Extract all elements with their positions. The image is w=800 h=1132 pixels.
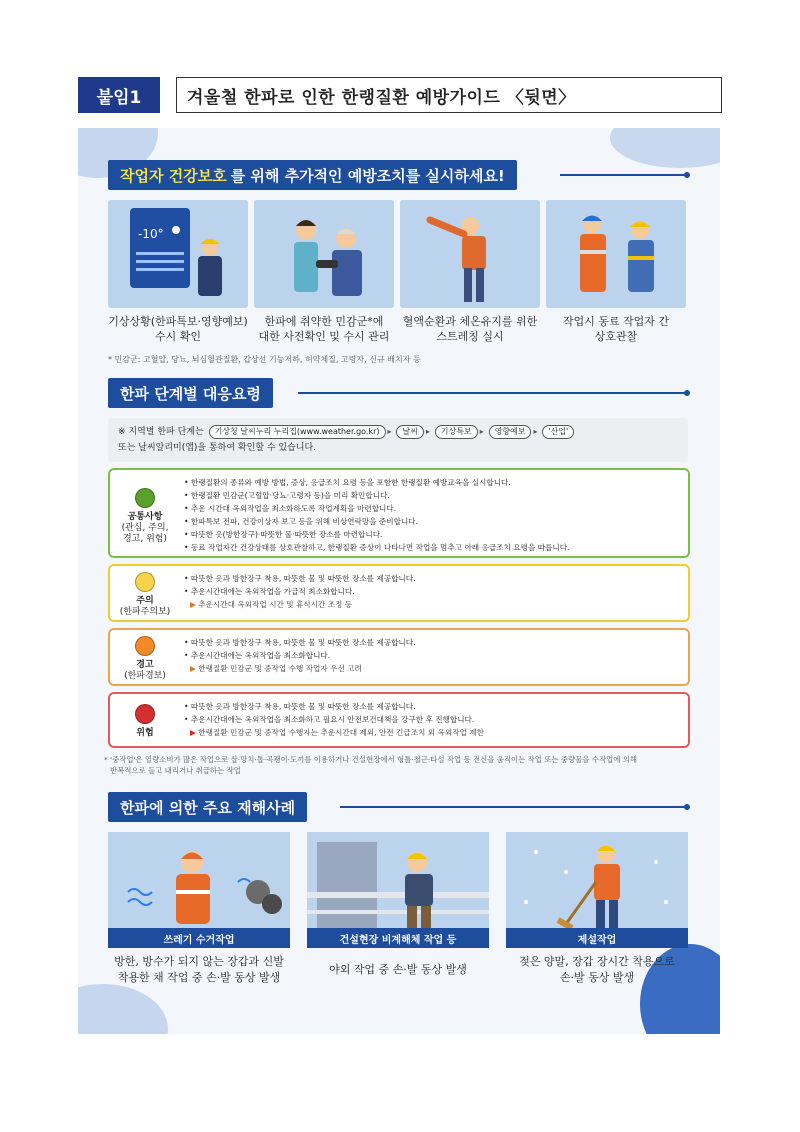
pill-industry: '산업' <box>542 425 574 439</box>
divider <box>560 174 686 176</box>
level-caution: 주의 (한파주의보) • 따뜻한 옷과 방한장구 착용, 따뜻한 물 및 따뜻한 장소를 제공합니다. • 추운시간대에는 옥외작업을 가급적 최소화합니다. ▶ 추운시간대 옥외작업 시간 및 휴식시간 조정 등 <box>108 564 690 622</box>
stretching-worker-icon <box>400 200 540 308</box>
case-caption: 야외 작업 중 손·발 동상 발생 <box>329 963 467 976</box>
case-caption: 방한, 방수가 되지 않는 장갑과 신발 착용한 채 작업 중 손·발 동상 발생 <box>114 955 284 984</box>
divider <box>298 392 686 394</box>
level-item: • 따뜻한 옷과 방한장구 착용, 따뜻한 물 및 따뜻한 장소를 제공합니다. <box>184 638 416 647</box>
level-item: • 따뜻한 옷과 방한장구 착용, 따뜻한 물 및 따뜻한 장소를 제공합니다. <box>184 702 416 711</box>
pill-special-report: 기상특보 <box>435 425 478 439</box>
pill-weather-site: 기상청 날씨누리 누리집(www.weather.go.kr) <box>209 425 386 439</box>
level-item: • 한랭질환의 종류와 예방 방법, 증상, 응급조치 요령 등을 포함한 한랭질환 예방교육을 실시합니다. <box>184 478 511 487</box>
level-item: • 한랭질환 민감군(고혈압·당뇨·고령자 등)을 미리 확인합니다. <box>184 491 390 500</box>
level-reference: ▶ 한랭질환 민감군 및 중작업 수행 작업자 우선 고려 <box>190 664 362 673</box>
blood-pressure-check-icon <box>254 200 394 308</box>
intro-box: ※ 지역별 한파 단계는 기상청 날씨누리 누리집(www.weather.go.kr) ▸ 날씨 ▸ 기상특보 ▸ 영향예보 ▸ '산업' 또는 날씨알리미(앱)을 통하여 확인할 수 있습니다. <box>108 418 688 462</box>
case-label: 쓰레기 수거작업 <box>108 928 290 948</box>
weather-worker-icon <box>108 200 248 308</box>
case-label: 건설현장 비계해체 작업 등 <box>307 928 489 948</box>
banner-highlight: 작업자 건강보호 <box>120 166 227 185</box>
level-item: • 추운 시간대 옥외작업을 최소화하도록 작업계획을 마련합니다. <box>184 504 397 513</box>
card-caption: 작업시 동료 작업자 간 상호관찰 <box>562 315 670 343</box>
pill-impact-forecast: 영향예보 <box>489 425 532 439</box>
level-item: • 동료 작업자간 건강상태를 상호관찰하고, 한랭질환 증상이 나타나면 작업을 멈추고 아래 응급조치 요령을 따릅니다. <box>184 543 570 552</box>
face-icon <box>135 572 155 592</box>
divider-dot <box>684 804 690 810</box>
page-title: 겨울철 한파로 인한 한랭질환 예방가이드 〈뒷면〉 <box>176 77 722 113</box>
poster <box>78 128 720 1034</box>
temp-display: -10° <box>138 227 164 241</box>
divider-dot <box>684 390 690 396</box>
level-item: • 추운시간대에는 옥외작업을 가급적 최소화합니다. <box>184 587 355 596</box>
footnote-heavy-work: * '중작업'은 열량소비가 많은 작업으로 삽·망치·톱·곡괭이·도끼를 이용하거나 건설현장에서 형틀·철근·타설 작업 등 전신을 움직이는 작업 또는 중량물을 수작업에 의해 반복적으로 들고 내리거나 취급하는 작업 <box>104 755 637 775</box>
level-item: • 따뜻한 옷(방한장구)·따뜻한 물·따뜻한 장소를 마련합니다. <box>184 530 383 539</box>
worker-pair-icon <box>546 200 686 308</box>
divider <box>340 806 686 808</box>
face-icon <box>135 636 155 656</box>
pill-weather: 날씨 <box>396 425 423 439</box>
face-icon <box>135 488 155 508</box>
level-item: • 따뜻한 옷과 방한장구 착용, 따뜻한 물 및 따뜻한 장소를 제공합니다. <box>184 574 416 583</box>
level-reference: ▶ 추운시간대 옥외작업 시간 및 휴식시간 조정 등 <box>190 600 353 609</box>
level-item: • 한파특보 전파, 건강이상자 보고 등을 위해 비상연락망을 준비합니다. <box>184 517 419 526</box>
case-caption: 젖은 양말, 장갑 장시간 착용으로 손·발 동상 발생 <box>519 955 675 984</box>
section-banner-response: 한파 단계별 대응요령 <box>108 378 273 408</box>
attachment-tag: 붙임1 <box>78 77 160 113</box>
decor-wave <box>78 984 168 1034</box>
banner-text: 를 위해 추가적인 예방조치를 실시하세요! <box>230 166 505 185</box>
level-item: • 추운시간대에는 옥외작업을 최소화하고 필요시 안전보건대책을 강구한 후 진행합니다. <box>184 715 475 724</box>
level-item: • 추운시간대에는 옥외작업을 최소화합니다. <box>184 651 331 660</box>
card-caption: 기상상황(한파특보·영향예보) 수시 확인 <box>108 315 248 343</box>
level-danger: 위험 • 따뜻한 옷과 방한장구 착용, 따뜻한 물 및 따뜻한 장소를 제공합니다. • 추운시간대에는 옥외작업을 최소화하고 필요시 안전보건대책을 강구한 후 진행합니다. ▶ 한랭질환 민감군 및 중작업 수행자는 추운시간대 제외, 안전 긴급조치 외 옥외작업 제한 <box>108 692 690 748</box>
decor-wave <box>610 128 720 168</box>
case-label: 제설작업 <box>506 928 688 948</box>
section-banner-health <box>108 160 517 190</box>
footnote-sensitive-group: * 민감군: 고혈압, 당뇨, 뇌심혈관질환, 갑상선 기능저하, 허약체질, 고령자, 신규 배치자 등 <box>108 355 421 364</box>
divider-dot <box>684 172 690 178</box>
level-reference: ▶ 한랭질환 민감군 및 중작업 수행자는 추운시간대 제외, 안전 긴급조치 외 옥외작업 제한 <box>190 728 484 737</box>
card-caption: 한파에 취약한 민감군*에 대한 사전확인 및 수시 관리 <box>258 315 390 343</box>
level-warning: 경고 (한파경보) • 따뜻한 옷과 방한장구 착용, 따뜻한 물 및 따뜻한 장소를 제공합니다. • 추운시간대에는 옥외작업을 최소화합니다. ▶ 한랭질환 민감군 및 중작업 수행 작업자 우선 고려 <box>108 628 690 686</box>
level-common: 공통사항 (관심, 주의, 경고, 위험) • 한랭질환의 종류와 예방 방법, 증상, 응급조치 요령 등을 포함한 한랭질환 예방교육을 실시합니다. • 한랭질환 민감군(고혈압·당뇨·고령자 등)을 미리 확인합니다. • 추운 시간대 옥외작업을 최소화하도록 작업계획을 마련합니다. • 한파특보 전파, 건강이상자 보고 등을 위해 비상연락망을 준비합니다. • 따뜻한 옷(방한장구)·따뜻한 물·따뜻한 장소를 마련합니다. • 동료 작업자간 건강상태를 상호관찰하고, 한랭질환 증상이 나타나면 작업을 멈추고 아래 응급조치 요령을 따릅니다. <box>108 468 690 558</box>
card-caption: 혈액순환과 체온유지를 위한 스트레칭 실시 <box>402 315 538 343</box>
section-banner-cases: 한파에 의한 주요 재해사례 <box>108 792 307 822</box>
face-icon <box>135 704 155 724</box>
